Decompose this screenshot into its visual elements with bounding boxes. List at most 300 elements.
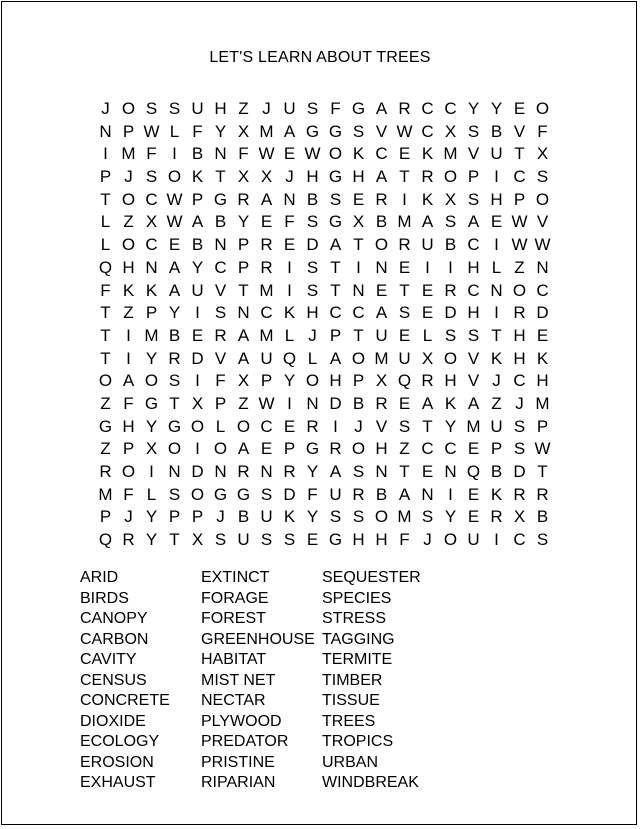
grid-cell: E bbox=[421, 303, 434, 323]
grid-row bbox=[94, 484, 554, 507]
word-list-item: FOREST bbox=[201, 610, 266, 627]
grid-cell: M bbox=[98, 484, 113, 504]
grid-cell: X bbox=[145, 439, 158, 459]
grid-cell: F bbox=[100, 280, 111, 300]
grid-cell: R bbox=[329, 439, 342, 459]
grid-cell: G bbox=[236, 484, 251, 504]
grid-cell: O bbox=[121, 235, 136, 255]
grid-cell: X bbox=[352, 212, 365, 232]
grid-cell: L bbox=[146, 484, 157, 504]
grid-cell: H bbox=[306, 303, 319, 323]
grid-cell: S bbox=[306, 99, 319, 118]
grid-cell: J bbox=[354, 416, 363, 436]
grid-cell: N bbox=[260, 462, 273, 481]
grid-cell: Y bbox=[467, 99, 480, 118]
grid-cell: A bbox=[329, 235, 342, 255]
grid-cell: T bbox=[330, 280, 341, 300]
word-column bbox=[322, 568, 452, 794]
grid-cell: T bbox=[100, 189, 111, 209]
grid-cell: S bbox=[145, 99, 158, 118]
grid-cell: B bbox=[352, 393, 365, 413]
grid-cell: I bbox=[425, 257, 430, 277]
grid-row bbox=[94, 370, 554, 393]
grid-cell: R bbox=[214, 325, 227, 345]
word-column bbox=[201, 568, 322, 794]
grid-cell: E bbox=[421, 280, 434, 300]
grid-cell: E bbox=[283, 416, 296, 436]
grid-cell: O bbox=[374, 507, 389, 527]
word-list-item: EXHAUST bbox=[80, 774, 156, 791]
grid-cell: Y bbox=[444, 507, 457, 527]
word-list-item: TERMITE bbox=[322, 651, 393, 668]
grid-cell: F bbox=[192, 121, 203, 141]
grid-cell: X bbox=[260, 167, 273, 187]
grid-cell: I bbox=[448, 257, 453, 277]
grid-cell: C bbox=[375, 144, 388, 164]
grid-cell: R bbox=[513, 484, 526, 504]
grid-cell: N bbox=[145, 257, 158, 277]
grid-cell: U bbox=[490, 416, 503, 436]
grid-cell: V bbox=[536, 212, 549, 232]
grid-cell: T bbox=[169, 530, 180, 550]
grid-cell: Z bbox=[123, 212, 134, 232]
grid-cell: I bbox=[287, 393, 292, 413]
grid-cell: D bbox=[536, 303, 549, 323]
word-list-item: ECOLOGY bbox=[80, 733, 160, 750]
grid-cell: C bbox=[260, 416, 273, 436]
grid-cell: S bbox=[329, 189, 342, 209]
grid-cell: A bbox=[168, 257, 181, 277]
grid-cell: G bbox=[305, 439, 320, 459]
grid-cell: T bbox=[399, 462, 410, 481]
grid-cell: S bbox=[306, 212, 319, 232]
grid-cell: I bbox=[149, 462, 154, 481]
grid-cell: O bbox=[512, 280, 527, 300]
grid-cell: B bbox=[191, 144, 204, 164]
grid-cell: Q bbox=[466, 462, 481, 481]
grid-cell: A bbox=[237, 325, 250, 345]
grid-cell: K bbox=[536, 348, 549, 368]
grid-cell: I bbox=[333, 416, 338, 436]
grid-row bbox=[94, 302, 554, 325]
grid-cell: H bbox=[122, 257, 135, 277]
grid-cell: L bbox=[284, 325, 295, 345]
grid-cell: P bbox=[329, 325, 342, 345]
grid-cell: U bbox=[398, 348, 411, 368]
grid-cell: V bbox=[375, 416, 388, 436]
grid-cell: E bbox=[260, 439, 273, 459]
grid-cell: C bbox=[421, 439, 434, 459]
grid-cell: W bbox=[143, 121, 160, 141]
grid-cell: T bbox=[399, 167, 410, 187]
grid-cell: U bbox=[260, 348, 273, 368]
grid-cell: R bbox=[398, 235, 411, 255]
grid-cell: E bbox=[398, 325, 411, 345]
grid-cell: S bbox=[352, 462, 365, 481]
grid-cell: Z bbox=[123, 303, 134, 323]
grid-cell: A bbox=[191, 212, 204, 232]
grid-cell: C bbox=[145, 189, 158, 209]
grid-cell: T bbox=[491, 325, 502, 345]
grid-cell: L bbox=[491, 257, 502, 277]
grid-cell: G bbox=[144, 393, 159, 413]
word-list-item: FORAGE bbox=[201, 589, 269, 607]
grid-cell: Y bbox=[191, 257, 204, 277]
grid-cell: O bbox=[98, 371, 113, 391]
grid-cell: D bbox=[444, 303, 457, 323]
grid-cell: E bbox=[352, 189, 365, 209]
grid-cell: O bbox=[443, 530, 458, 550]
grid-cell: V bbox=[467, 371, 480, 391]
grid-cell: F bbox=[123, 393, 134, 413]
grid-cell: R bbox=[306, 416, 319, 436]
grid-cell: R bbox=[398, 99, 411, 118]
grid-cell: T bbox=[238, 280, 249, 300]
grid-cell: S bbox=[352, 121, 365, 141]
grid-cell: D bbox=[329, 393, 342, 413]
grid-cell: K bbox=[283, 507, 296, 527]
grid-cell: A bbox=[375, 99, 388, 118]
grid-cell: M bbox=[374, 348, 389, 368]
grid-cell: O bbox=[351, 348, 366, 368]
grid-row bbox=[94, 234, 554, 257]
page-title: LET'S LEARN ABOUT TREES bbox=[209, 49, 431, 66]
grid-cell: N bbox=[421, 484, 434, 504]
grid-cell: J bbox=[308, 325, 317, 345]
grid-cell: T bbox=[514, 144, 525, 164]
grid-cell: W bbox=[304, 144, 321, 164]
grid-cell: U bbox=[283, 99, 296, 118]
grid-cell: T bbox=[100, 325, 111, 345]
grid-cell: M bbox=[259, 121, 274, 141]
grid-cell: I bbox=[103, 144, 108, 164]
word-list-item: MIST NET bbox=[201, 671, 276, 689]
grid-cell: I bbox=[448, 484, 453, 504]
word-list-item: TREES bbox=[322, 712, 376, 730]
grid-cell: H bbox=[467, 303, 480, 323]
grid-cell: J bbox=[285, 167, 294, 187]
grid-cell: E bbox=[398, 393, 411, 413]
grid-cell: H bbox=[444, 371, 457, 391]
grid-cell: O bbox=[443, 348, 458, 368]
grid-cell: P bbox=[99, 507, 112, 527]
grid-cell: U bbox=[237, 530, 250, 550]
grid-cell: K bbox=[421, 144, 434, 164]
grid-cell: U bbox=[329, 484, 342, 504]
grid-row bbox=[94, 348, 554, 371]
grid-cell: A bbox=[168, 280, 181, 300]
grid-cell: F bbox=[146, 144, 157, 164]
grid-cell: Y bbox=[490, 99, 503, 118]
grid-cell: O bbox=[305, 371, 320, 391]
grid-cell: S bbox=[168, 484, 181, 504]
grid-cell: P bbox=[260, 371, 273, 391]
grid-cell: W bbox=[511, 212, 528, 232]
grid-cell: E bbox=[513, 99, 526, 118]
grid-cell: G bbox=[328, 530, 343, 550]
grid-cell: O bbox=[167, 439, 182, 459]
grid-cell: L bbox=[100, 235, 111, 255]
grid-cell: S bbox=[536, 530, 549, 550]
grid-cell: Q bbox=[98, 257, 113, 277]
grid-cell: B bbox=[168, 325, 181, 345]
word-list-item: BIRDS bbox=[80, 589, 129, 607]
grid-cell: G bbox=[328, 167, 343, 187]
grid-cell: M bbox=[443, 144, 458, 164]
grid-cell: S bbox=[168, 371, 181, 391]
letter-grid bbox=[94, 98, 554, 552]
grid-cell: N bbox=[375, 462, 388, 481]
grid-cell: G bbox=[351, 99, 366, 118]
grid-cell: A bbox=[375, 303, 388, 323]
grid-cell: E bbox=[168, 235, 181, 255]
grid-cell: F bbox=[238, 144, 249, 164]
grid-cell: B bbox=[536, 507, 549, 527]
grid-cell: O bbox=[535, 99, 550, 118]
grid-cell: I bbox=[494, 235, 499, 255]
grid-cell: E bbox=[467, 484, 480, 504]
grid-cell: O bbox=[374, 235, 389, 255]
grid-cell: V bbox=[214, 348, 227, 368]
grid-cell: C bbox=[444, 99, 457, 118]
grid-cell: A bbox=[467, 393, 480, 413]
word-list-item: TROPICS bbox=[322, 733, 394, 750]
grid-cell: H bbox=[490, 189, 503, 209]
grid-cell: I bbox=[172, 144, 177, 164]
grid-cell: D bbox=[306, 235, 319, 255]
grid-cell: X bbox=[444, 189, 457, 209]
grid-cell: R bbox=[99, 462, 112, 481]
grid-cell: P bbox=[283, 439, 296, 459]
grid-cell: X bbox=[237, 121, 250, 141]
grid-cell: E bbox=[375, 280, 388, 300]
grid-cell: W bbox=[166, 212, 183, 232]
grid-cell: R bbox=[168, 348, 181, 368]
grid-cell: S bbox=[513, 439, 526, 459]
grid-cell: L bbox=[100, 212, 111, 232]
grid-cell: Y bbox=[145, 530, 158, 550]
grid-row bbox=[94, 506, 554, 529]
grid-row bbox=[94, 438, 554, 461]
grid-cell: Y bbox=[168, 303, 181, 323]
grid-cell: C bbox=[352, 303, 365, 323]
grid-cell: D bbox=[191, 348, 204, 368]
grid-cell: N bbox=[536, 257, 549, 277]
grid-cell: O bbox=[190, 416, 205, 436]
grid-cell: O bbox=[443, 167, 458, 187]
grid-cell: C bbox=[260, 303, 273, 323]
grid-cell: P bbox=[99, 167, 112, 187]
grid-row bbox=[94, 211, 554, 234]
grid-cell: N bbox=[283, 189, 296, 209]
grid-cell: Z bbox=[100, 393, 111, 413]
grid-cell: C bbox=[145, 235, 158, 255]
grid-cell: F bbox=[399, 530, 410, 550]
grid-cell: X bbox=[421, 348, 434, 368]
grid-cell: U bbox=[191, 280, 204, 300]
grid-cell: U bbox=[421, 235, 434, 255]
grid-cell: V bbox=[467, 144, 480, 164]
grid-row bbox=[94, 189, 554, 212]
grid-cell: I bbox=[287, 280, 292, 300]
grid-cell: U bbox=[260, 507, 273, 527]
word-list-item: SEQUESTER bbox=[322, 569, 421, 586]
grid-cell: Q bbox=[397, 371, 412, 391]
word-list bbox=[80, 568, 452, 794]
grid-cell: B bbox=[444, 235, 457, 255]
grid-cell: X bbox=[191, 530, 204, 550]
grid-cell: S bbox=[536, 167, 549, 187]
grid-cell: L bbox=[307, 348, 318, 368]
word-list-item: CANOPY bbox=[80, 610, 148, 627]
word-list-item: GREENHOUSE bbox=[201, 630, 315, 648]
grid-cell: S bbox=[329, 507, 342, 527]
grid-cell: N bbox=[168, 462, 181, 481]
grid-cell: P bbox=[513, 189, 526, 209]
grid-cell: P bbox=[536, 416, 549, 436]
grid-cell: N bbox=[214, 462, 227, 481]
grid-cell: P bbox=[122, 439, 135, 459]
grid-cell: M bbox=[397, 507, 412, 527]
grid-cell: O bbox=[328, 144, 343, 164]
grid-cell: M bbox=[259, 280, 274, 300]
grid-cell: X bbox=[191, 393, 204, 413]
grid-cell: N bbox=[237, 303, 250, 323]
grid-cell: Y bbox=[306, 507, 319, 527]
grid-cell: A bbox=[467, 212, 480, 232]
grid-cell: B bbox=[490, 121, 503, 141]
grid-row bbox=[94, 257, 554, 280]
word-list-item: NECTAR bbox=[201, 692, 266, 709]
grid-cell: B bbox=[306, 189, 319, 209]
grid-cell: T bbox=[353, 235, 364, 255]
grid-cell: K bbox=[352, 144, 365, 164]
grid-cell: S bbox=[444, 212, 457, 232]
grid-cell: H bbox=[329, 371, 342, 391]
grid-cell: B bbox=[375, 484, 388, 504]
grid-cell: M bbox=[121, 144, 136, 164]
grid-cell: G bbox=[98, 416, 113, 436]
grid-cell: R bbox=[421, 167, 434, 187]
grid-cell: Y bbox=[444, 416, 457, 436]
grid-cell: A bbox=[283, 121, 296, 141]
grid-cell: E bbox=[306, 530, 319, 550]
word-list-item: CAVITY bbox=[80, 651, 137, 668]
grid-cell: O bbox=[167, 167, 182, 187]
grid-cell: N bbox=[352, 280, 365, 300]
grid-cell: U bbox=[490, 144, 503, 164]
grid-cell: A bbox=[122, 371, 135, 391]
grid-cell: E bbox=[467, 507, 480, 527]
grid-cell: H bbox=[306, 167, 319, 187]
grid-cell: V bbox=[513, 121, 526, 141]
grid-cell: R bbox=[375, 189, 388, 209]
grid-cell: C bbox=[421, 121, 434, 141]
grid-cell: S bbox=[398, 416, 411, 436]
grid-cell: Z bbox=[238, 393, 249, 413]
grid-cell: S bbox=[513, 416, 526, 436]
grid-cell: K bbox=[122, 280, 135, 300]
grid-cell: Y bbox=[283, 371, 296, 391]
grid-cell: F bbox=[537, 121, 548, 141]
grid-cell: G bbox=[328, 212, 343, 232]
word-list-item: URBAN bbox=[322, 753, 379, 771]
grid-cell: G bbox=[328, 121, 343, 141]
grid-cell: G bbox=[167, 416, 182, 436]
word-list-item: STRESS bbox=[322, 610, 387, 627]
grid-cell: U bbox=[191, 99, 204, 118]
grid-cell: E bbox=[490, 212, 503, 232]
grid-cell: O bbox=[535, 189, 550, 209]
grid-cell: J bbox=[423, 530, 432, 550]
grid-cell: P bbox=[237, 235, 250, 255]
word-list-item: PLYWOOD bbox=[201, 712, 282, 730]
grid-cell: E bbox=[421, 462, 434, 481]
grid-cell: H bbox=[214, 99, 227, 118]
grid-cell: J bbox=[515, 393, 524, 413]
grid-cell: A bbox=[237, 348, 250, 368]
grid-cell: P bbox=[168, 507, 181, 527]
grid-cell: S bbox=[168, 99, 181, 118]
grid-cell: P bbox=[145, 303, 158, 323]
grid-cell: E bbox=[467, 439, 480, 459]
grid-cell: E bbox=[398, 144, 411, 164]
grid-cell: O bbox=[121, 189, 136, 209]
grid-cell: R bbox=[490, 507, 503, 527]
grid-cell: A bbox=[237, 439, 250, 459]
grid-cell: X bbox=[237, 167, 250, 187]
grid-cell: T bbox=[537, 462, 548, 481]
grid-cell: Z bbox=[100, 439, 111, 459]
grid-cell: R bbox=[421, 371, 434, 391]
grid-cell: L bbox=[169, 121, 180, 141]
grid-cell: C bbox=[513, 167, 526, 187]
grid-cell: C bbox=[536, 280, 549, 300]
grid-cell: O bbox=[121, 462, 136, 481]
grid-cell: C bbox=[467, 280, 480, 300]
grid-cell: D bbox=[283, 484, 296, 504]
grid-cell: X bbox=[536, 144, 549, 164]
grid-cell: J bbox=[216, 507, 225, 527]
grid-cell: I bbox=[494, 167, 499, 187]
grid-cell: H bbox=[513, 348, 526, 368]
grid-cell: X bbox=[444, 121, 457, 141]
grid-cell: I bbox=[126, 348, 131, 368]
grid-cell: M bbox=[144, 325, 159, 345]
grid-cell: J bbox=[492, 371, 501, 391]
grid-cell: H bbox=[536, 371, 549, 391]
grid-cell: T bbox=[215, 167, 226, 187]
grid-cell: L bbox=[215, 416, 226, 436]
word-list-item: CARBON bbox=[80, 630, 149, 648]
grid-cell: O bbox=[190, 484, 205, 504]
grid-cell: N bbox=[214, 235, 227, 255]
word-list-item: CONCRETE bbox=[80, 692, 170, 709]
grid-cell: O bbox=[144, 371, 159, 391]
grid-cell: K bbox=[490, 484, 503, 504]
grid-cell: S bbox=[352, 507, 365, 527]
grid-cell: C bbox=[214, 257, 227, 277]
grid-cell: Q bbox=[98, 530, 113, 550]
grid-cell: S bbox=[260, 484, 273, 504]
grid-cell: Y bbox=[145, 507, 158, 527]
grid-cell: B bbox=[375, 212, 388, 232]
grid-cell: I bbox=[195, 439, 200, 459]
grid-cell: P bbox=[122, 121, 135, 141]
grid-cell: V bbox=[467, 348, 480, 368]
grid-cell: A bbox=[421, 393, 434, 413]
grid-cell: Y bbox=[237, 212, 250, 232]
